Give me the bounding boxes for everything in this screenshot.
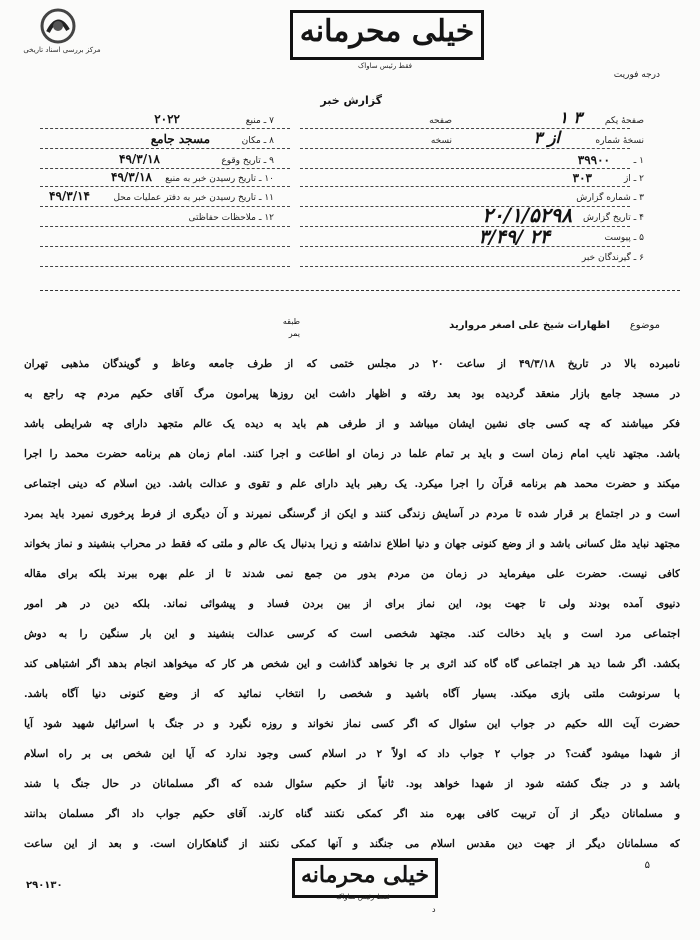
footer-small-number: ۵ [644, 860, 650, 871]
dotted-line [300, 226, 630, 227]
left-field-value: ۴۹/۳/۱۸ [111, 170, 152, 184]
right-field-label: ۲ ـ از [623, 174, 644, 184]
body-line: کافی نیست. حضرت علی میفرماید در زمان من مردم بدور من جمع نمی شدند تا از علم بهره ببرند بلکه برای مقاله [24, 568, 680, 580]
left-field-value: ۲۰۲۲ [154, 112, 180, 126]
stamp-bottom-subtext: فقط رئیس ساواک [336, 893, 390, 901]
dotted-line [40, 128, 290, 129]
dotted-line [40, 246, 290, 247]
stamp-bottom-text: خیلی محرمانه [300, 862, 430, 888]
archive-logo-icon [38, 8, 78, 44]
dotted-line [300, 206, 630, 207]
right-field-value: از ۳ [533, 128, 560, 147]
dotted-line [40, 148, 290, 149]
right-field-value: ۲۴ /۳/۴۹ [478, 226, 550, 248]
classification-stamp-bottom [292, 858, 438, 898]
right-field-label: ۵ ـ پیوست [604, 233, 644, 243]
right-field-extra: نسخه [430, 136, 452, 146]
archive-logo [12, 8, 112, 58]
body-line: با سرنوشت ملتی بازی میکند. بسیار آگاه باشید و شخصی را انتخاب نمائید که از وضع کنونی دنیا آگاه باشد. [24, 688, 680, 700]
dotted-line [300, 148, 630, 149]
left-field-label: ۱۰ ـ تاریخ رسیدن خبر به منبع [165, 174, 274, 184]
left-field-label: ۱۲ ـ ملاحظات حفاظتی [188, 213, 274, 223]
left-field-value: ۴۹/۳/۱۴ [49, 189, 90, 203]
dotted-line [300, 246, 630, 247]
subject-text: اظهارات شیخ علی اصغر مروارید [449, 320, 610, 331]
dotted-line [40, 186, 290, 187]
body-line: فکر میباشند که چه کسی جای نشین ایشان میباشد و از طرفی هم باید به دیده یک عالم متجهد دارای چه شرایطی باشد [24, 418, 680, 430]
subject-label: موضوع [629, 320, 660, 331]
left-field-value: مسجد جامع [150, 132, 210, 146]
right-field-label: ۳ ـ شماره گزارش [576, 193, 644, 203]
subject-side-note: طبقه یمر [282, 317, 300, 338]
body-line: حضرت آیت الله حکیم در جواب این سئوال که اگر کسی نماز نخواند و روزه نگیرد و در جنگ با اسرائیل شهید شود آیا [24, 718, 680, 730]
archive-logo-text: مرکز بررسی اسناد تاریخی [23, 46, 101, 54]
dotted-line [40, 206, 290, 207]
stamp-top-subtext: فقط رئیس ساواک [358, 62, 412, 70]
body-line: اجتماعی مرد است و باید دخالت کند. مجتهد شخصی است که کرسی عدالت بنشیند و این بار سنگین را به دوش [24, 628, 680, 640]
body-line: میکند و حضرت محمد هم برنامه قرآن را اجرا میکرد. یک رهبر باید دارای علم و تقوی و عدالت باشد. دین اسلام که دینی اجتماعی [24, 478, 680, 490]
body-line: از شهدا میشود گفت؟ در جواب ۲ جواب داد که اولاً ۲ در اسلام کسی وجود ندارد که آیا این شخص بی بر راه اسلام [24, 748, 680, 760]
body-line: که مسلمانان دیگر از جهت دین مقدس اسلام می جنگند و آنها کمکی نکنند از گناهکاران است. و بعد از این ساعت [24, 838, 680, 850]
right-field-label: صفحهٔ یکم [604, 116, 644, 126]
body-line: باشد. مجتهد نایب امام زمان است و باید بر تمام علما در زمان او اطاعت و اجرا کنند. امام زمان هم برنامه حضرت محمد را اجرا [24, 448, 680, 460]
right-field-value: ۲۰/۱/۵۲۹۸ [482, 203, 572, 227]
page-mark: د [432, 905, 436, 914]
left-field-value: ۴۹/۳/۱۸ [119, 152, 160, 166]
left-field-label: ۷ ـ منبع [245, 116, 274, 126]
dotted-line [300, 168, 630, 169]
body-line: دنیوی آمده بودند ولی تا جهت بود، این نماز برای از بین بردن فساد و پیشوائی نماند. بلکه دین در هر امور [24, 598, 680, 610]
dotted-line [40, 168, 290, 169]
classification-stamp-top [290, 10, 484, 60]
right-field-label: ۴ ـ تاریخ گزارش [582, 213, 644, 223]
dotted-line [40, 266, 290, 267]
dotted-line [300, 128, 630, 129]
body-line: بکشد. اگر شما دید هر اجتماعی گاه گاه کند اثری بر جا نخواهد گذاشت و این شخص هر کار که میخواهد انجام بدهد اگر اشتباهی کند [24, 658, 680, 670]
stamp-top-text: خیلی محرمانه [299, 14, 475, 49]
right-field-value: ۳ ۱ [559, 108, 582, 127]
separator-line [40, 290, 680, 291]
right-field-label: ۶ ـ گیرندگان خبر [581, 253, 644, 263]
body-line: مجتهد نباید مثل کسانی باشد و از وضع کنونی جهان و دنیا اطلاع نداشته و زیرا بدنبال یک عالم و ملتی که فقط در محراب بنشیند و نماز بخواند [24, 538, 680, 550]
left-field-label: ۸ ـ مکان [241, 136, 274, 146]
left-field-label: ۹ ـ تاریخ وقوع [221, 156, 274, 166]
report-title: گزارش خبر [320, 94, 382, 107]
body-line: و مسلمانان دیگر از آن تربیت کافی بهره مند اگر کمکی نکنند گناه کارند. آقای حکیم جواب داد اگر مسلمان بدانند [24, 808, 680, 820]
body-line: نامبرده بالا در تاریخ ۴۹/۳/۱۸ از ساعت ۲۰ در مجلس ختمی که از طرف جامعه وعاظ و گویندگان مذهبی تهران [24, 358, 680, 370]
body-line: است و در اجتماع بر قرار شده تا مردم در آسایش زندگی کنند و ایکن از گرسنگی نمیرند و آن دیگری از فرط پرخوری نمیرد باید بمرد [24, 508, 680, 520]
dotted-line [300, 186, 630, 187]
right-field-value: ۳۹۹۰۰ [577, 153, 610, 167]
dotted-line [300, 266, 630, 267]
right-field-label: نسخهٔ شماره [595, 136, 644, 146]
right-field-value: ۳۰۳ [572, 171, 592, 185]
document-reference-number: ۲۹۰۱۳۰ [26, 880, 63, 891]
left-field-label: ۱۱ ـ تاریخ رسیدن خبر به دفتر عملیات محل [113, 193, 274, 203]
right-field-extra: صفحه [429, 116, 452, 126]
body-line: باشد و در جنگ کشته شود از شهدا خواهد بود. ثانیاً از حکیم سئوال شده که اگر مسلمانان در حال جنگ با شند [24, 778, 680, 790]
right-field-label: ۱ ـ [633, 156, 644, 166]
urgency-label: درجه فوریت [613, 70, 660, 80]
body-line: در مسجد جامع بازار منعقد گردیده بود بعد رفته و اظهار داشت این روزها پیرامون مرگ آقای حکیم مردم چه راجع به [24, 388, 680, 400]
dotted-line [40, 226, 290, 227]
